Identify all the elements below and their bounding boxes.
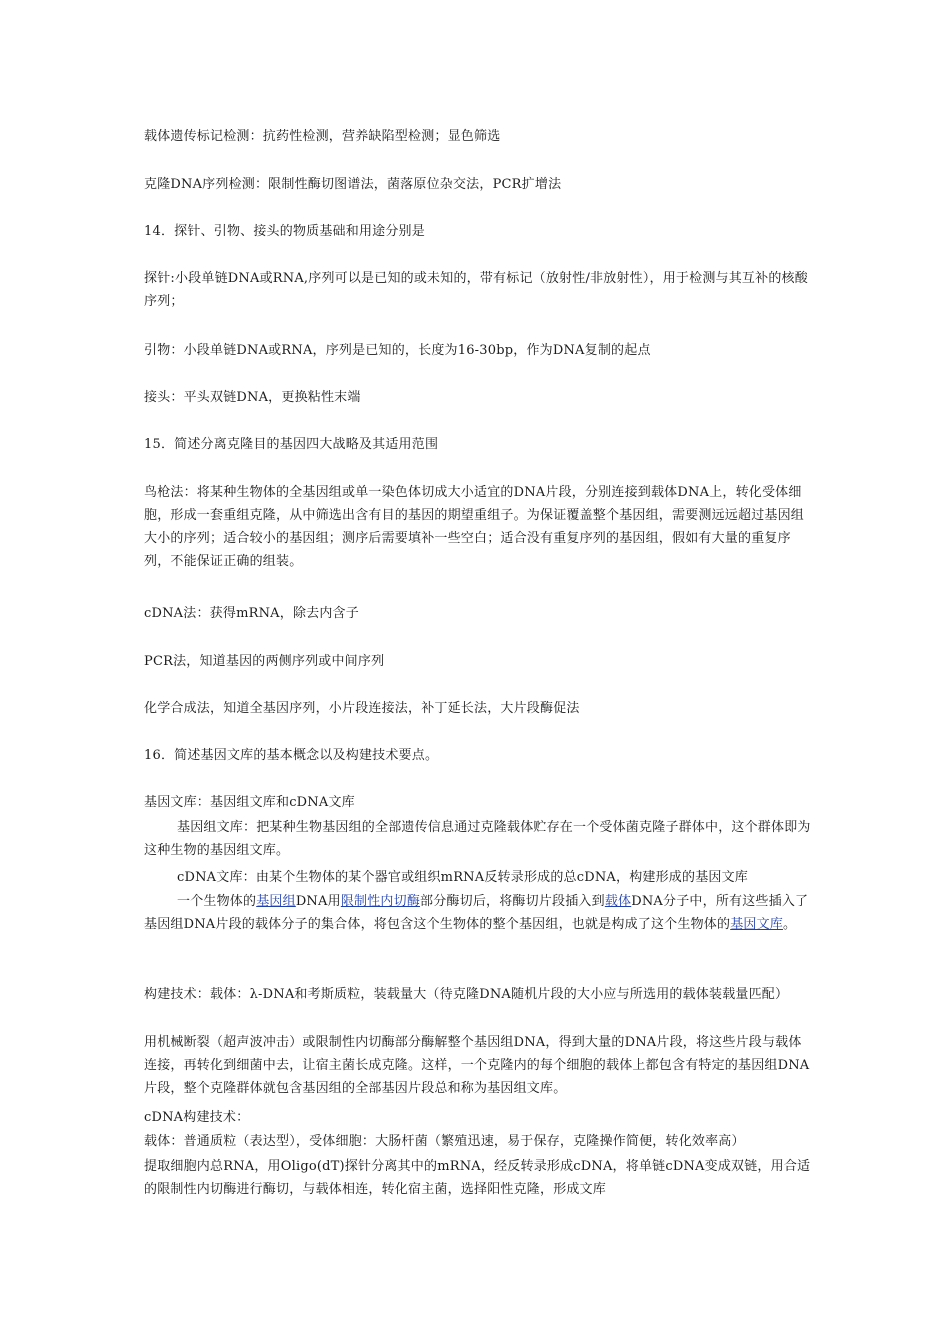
link-restriction-enzyme[interactable]: 限制性内切酶 <box>340 894 421 909</box>
paragraph-shotgun-method: 鸟枪法：将某种生物体的全基因组或单一染色体切成大小适宜的DNA片段，分别连接到载体DNA上，转化受体细胞，形成一套重组克隆，从中筛选出含有目的基因的期望重组子。为保证覆盖整个基因组，需要测远远超过基因组大小的序列；适合较小的基因组；测序后需要填补一些空白；适合没有重复序列的基因组，假如有大量的重复序列，不能保证正确的组装。 <box>144 485 805 569</box>
link-vector[interactable]: 载体 <box>604 894 632 909</box>
paragraph-library-types: 基因文库：基因组文库和cDNA文库 <box>144 795 355 810</box>
question-16-heading: 16．简述基因文库的基本概念以及构建技术要点。 <box>144 748 439 763</box>
paragraph-adapter: 接头：平头双链DNA，更换粘性末端 <box>144 390 361 405</box>
paragraph-cdna-construction-process: 提取细胞内总RNA，用Oligo(dT)探针分离其中的mRNA，经反转录形成cDNA，将单链cDNA变成双链，用合适的限制性内切酶进行酶切，与载体相连，转化宿主菌，选择阳性克隆，形成文库 <box>144 1159 811 1197</box>
paragraph-library-explanation: 一个生物体的基因组DNA用限制性内切酶部分酶切后，将酶切片段插入到载体DNA分子中，所有这些插入了基因组DNA片段的载体分子的集合体，将包含这个生物体的整个基因组，也就是构成了这个生物体的基因文库。 <box>144 894 809 932</box>
paragraph-probe: 探针:小段单链DNA或RNA,序列可以是已知的或未知的，带有标记（放射性/非放射性），用于检测与其互补的核酸序列； <box>144 271 808 309</box>
link-gene-library[interactable]: 基因文库 <box>730 917 783 932</box>
question-14-heading: 14．探针、引物、接头的物质基础和用途分别是 <box>144 224 425 239</box>
paragraph-cdna-method: cDNA法：获得mRNA，除去内含子 <box>144 606 359 621</box>
paragraph-primer: 引物：小段单链DNA或RNA，序列是已知的，长度为16-30bp，作为DNA复制的起点 <box>144 343 651 358</box>
paragraph-chemical-synthesis: 化学合成法，知道全基因序列，小片段连接法，补丁延长法，大片段酶促法 <box>144 701 580 716</box>
paragraph-clone-sequence-detection: 克隆DNA序列检测：限制性酶切图谱法，菌落原位杂交法，PCR扩增法 <box>144 177 562 192</box>
paragraph-cdna-library-definition: cDNA文库：由某个生物体的某个器官或组织mRNA反转录形成的总cDNA，构建形成的基因文库 <box>177 870 749 885</box>
paragraph-pcr-method: PCR法，知道基因的两侧序列或中间序列 <box>144 654 385 669</box>
question-15-heading: 15．简述分离克隆目的基因四大战略及其适用范围 <box>144 437 439 452</box>
paragraph-construction-vector: 构建技术：载体：λ-DNA和考斯质粒，装载量大（待克隆DNA随机片段的大小应与所选用的载体装载量匹配） <box>144 987 789 1002</box>
paragraph-construction-process: 用机械断裂（超声波冲击）或限制性内切酶部分酶解整个基因组DNA，得到大量的DNA片段，将这些片段与载体连接，再转化到细菌中去，让宿主菌长成克隆。这样，一个克隆内的每个细胞的载体上都包含有特定的基因组DNA片段，整个克隆群体就包含基因组的全部基因片段总和称为基因组文库。 <box>144 1035 810 1096</box>
paragraph-genomic-library-definition: 基因组文库：把某种生物基因组的全部遗传信息通过克隆载体贮存在一个受体菌克隆子群体中，这个群体即为这种生物的基因组文库。 <box>144 820 811 858</box>
link-genome[interactable]: 基因组 <box>256 894 296 909</box>
paragraph-cdna-construction-heading: cDNA构建技术： <box>144 1110 250 1125</box>
paragraph-cdna-vector-host: 载体：普通质粒（表达型），受体细胞：大肠杆菌（繁殖迅速，易于保存，克隆操作简便，转化效率高） <box>144 1134 745 1149</box>
paragraph-vector-marker-detection: 载体遗传标记检测：抗药性检测，营养缺陷型检测；显色筛选 <box>144 129 501 144</box>
